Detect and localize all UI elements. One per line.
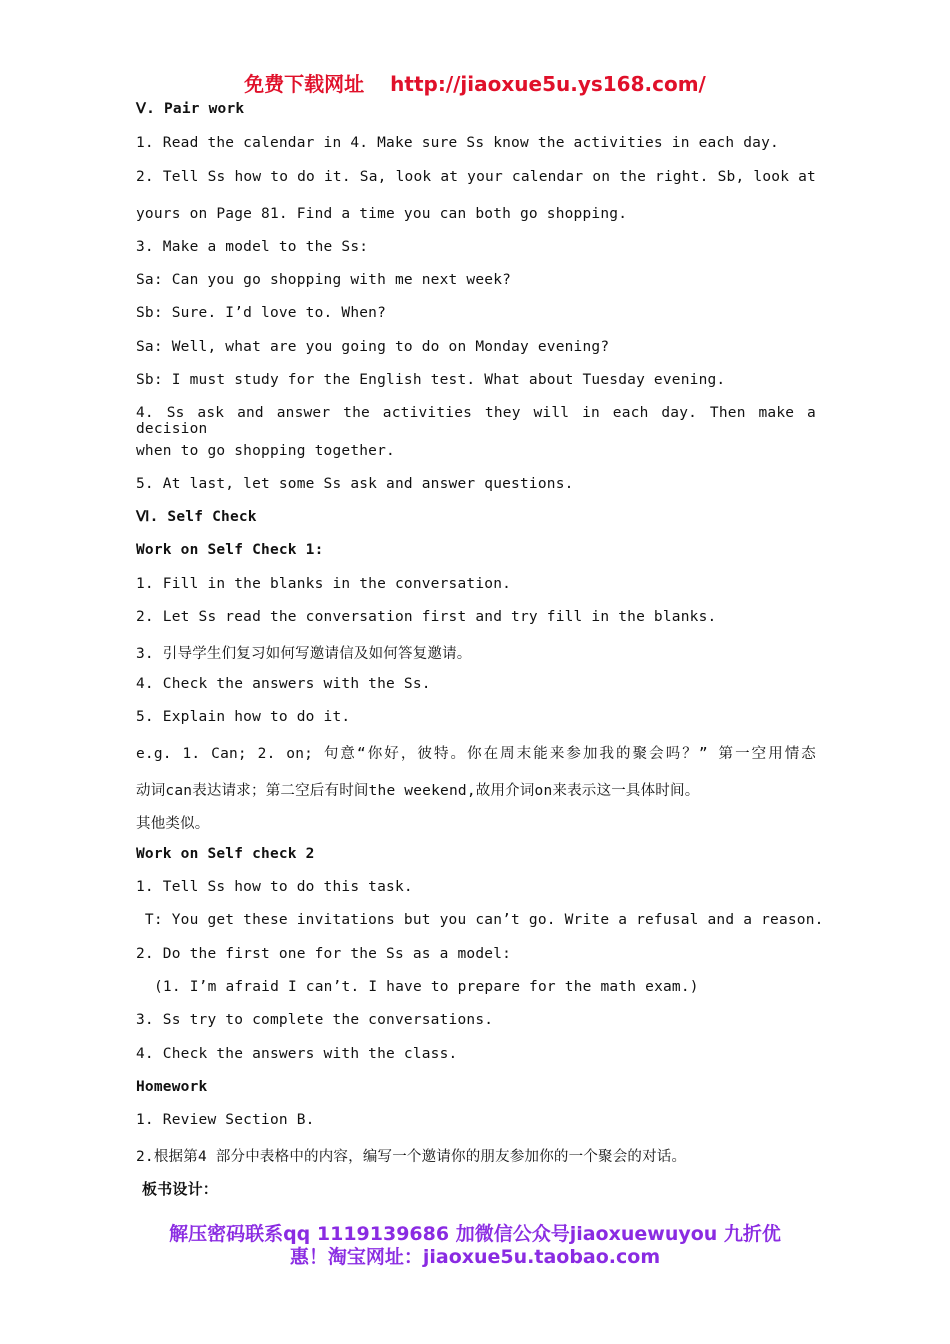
homework-line: 2.根据第4 部分中表格中的内容，编写一个邀请你的朋友参加你的一个聚会的对话。	[136, 1149, 687, 1165]
self-check2-line: 3. Ss try to complete the conversations.	[136, 1012, 494, 1028]
self-check2-line: 1. Tell Ss how to do this task.	[136, 879, 413, 895]
section5-line: 3. Make a model to the Ss:	[136, 239, 369, 255]
self-check2-line: T: You get these invitations but you can’t go. Write a refusal and a reason.	[136, 912, 824, 928]
self-check1-line: e.g. 1. Can; 2. on; 句意“你好，彼特。你在周末能来参加我的聚会吗？” 第一空用情态	[136, 746, 816, 762]
header-label: 免费下载网址	[244, 72, 365, 96]
self-check1-title: Work on Self Check 1:	[136, 542, 324, 558]
section5-line: Sb: I must study for the English test. What about Tuesday evening.	[136, 372, 726, 388]
section6-title: Ⅵ. Self Check	[136, 509, 257, 525]
self-check1-line: 其他类似。	[136, 816, 210, 832]
self-check2-line: 4. Check the answers with the class.	[136, 1046, 458, 1062]
self-check2-line: 2. Do the first one for the Ss as a model:	[136, 946, 512, 962]
section5-line: yours on Page 81. Find a time you can both go shopping.	[136, 206, 628, 222]
footer-contact-line: 解压密码联系qq 1119139686 加微信公众号jiaoxuewuyou 九折优	[169, 1223, 781, 1245]
board-design-title: 板书设计：	[142, 1180, 219, 1198]
header-banner	[0, 68, 950, 97]
section5-line: 5. At last, let some Ss ask and answer questions.	[136, 476, 574, 492]
self-check1-line: 动词can表达请求；第二空后有时间the weekend,故用介词on来表示这一具体时间。	[136, 783, 700, 799]
section5-line: Sa: Can you go shopping with me next week?	[136, 272, 512, 288]
self-check1-line: 2. Let Ss read the conversation first and try fill in the blanks.	[136, 609, 717, 625]
self-check1-line: 3. 引导学生们复习如何写邀请信及如何答复邀请。	[136, 646, 472, 662]
self-check1-line: 5. Explain how to do it.	[136, 709, 351, 725]
header-url[interactable]: http://jiaoxue5u.ys168.com/	[390, 72, 706, 96]
self-check1-line: 1. Fill in the blanks in the conversation.	[136, 576, 512, 592]
homework-line: 1. Review Section B.	[136, 1112, 315, 1128]
self-check1-line: 4. Check the answers with the Ss.	[136, 676, 431, 692]
section5-title: Ⅴ. Pair work	[136, 101, 245, 117]
self-check2-line: (1. I’m afraid I can’t. I have to prepare for the math exam.)	[154, 979, 699, 995]
section5-line: 4. Ss ask and answer the activities they will in each day. Then make a decision	[136, 405, 816, 437]
section5-line: Sb: Sure. I’d love to. When?	[136, 305, 387, 321]
section5-line: when to go shopping together.	[136, 443, 395, 459]
section5-line: Sa: Well, what are you going to do on Monday evening?	[136, 339, 610, 355]
homework-title: Homework	[136, 1079, 208, 1095]
self-check2-title: Work on Self check 2	[136, 846, 315, 862]
section5-line: 1. Read the calendar in 4. Make sure Ss know the activities in each day.	[136, 135, 779, 151]
footer-shop-line: 惠！淘宝网址：jiaoxue5u.taobao.com	[289, 1246, 661, 1268]
section5-line: 2. Tell Ss how to do it. Sa, look at your calendar on the right. Sb, look at	[136, 169, 816, 185]
